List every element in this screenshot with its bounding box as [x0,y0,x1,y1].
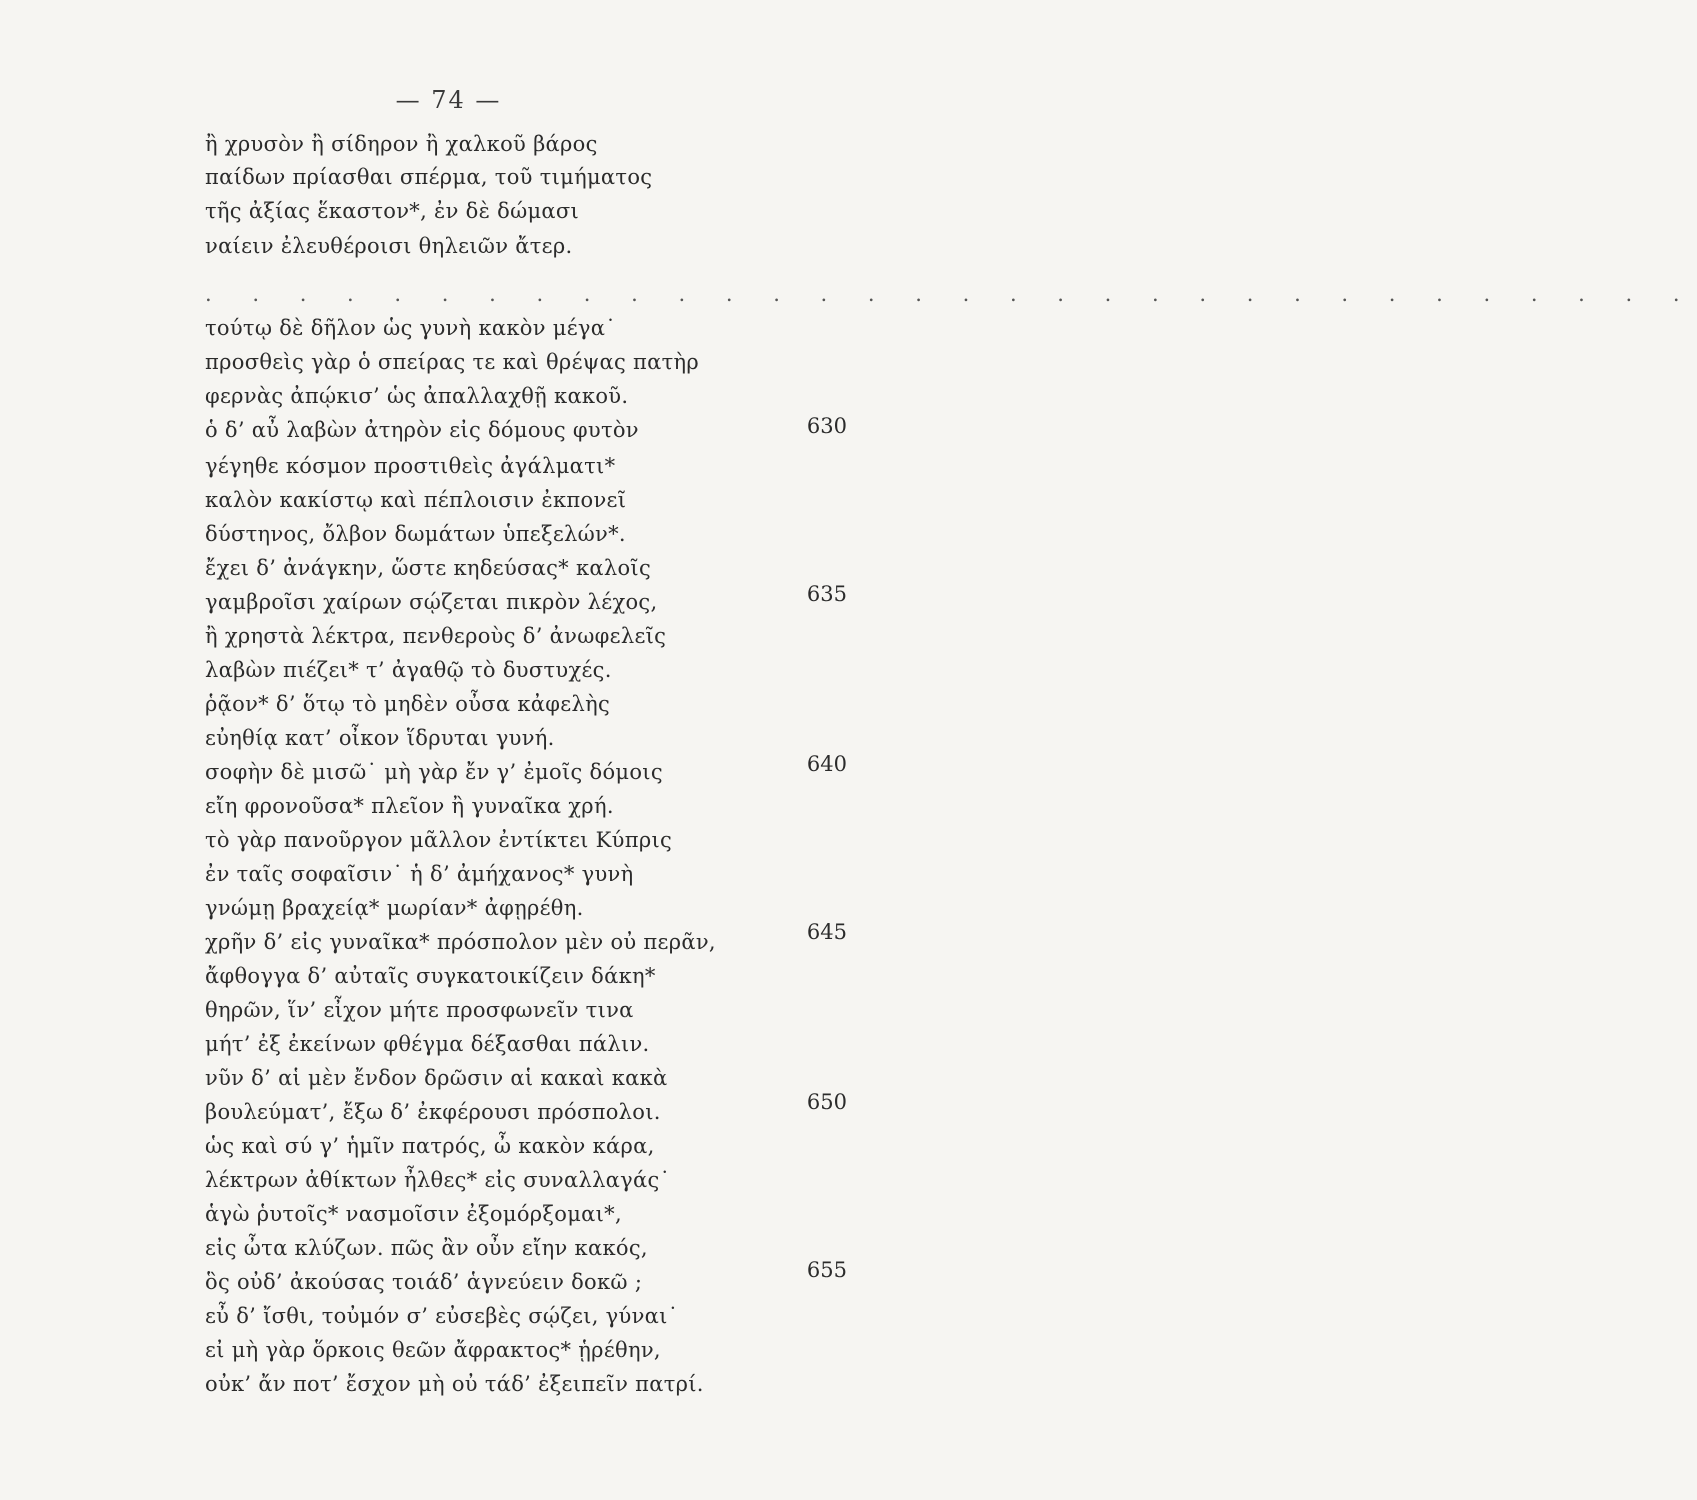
verse-line: μήτ’ ἐξ ἐκείνων φθέγμα δέξασθαι πάλιν. [205,1032,650,1056]
verse-line: σοφὴν δὲ μισῶ˙ μὴ γὰρ ἔν γ’ ἐμοῖς δόμοις [205,760,663,784]
verse-line: νῦν δ’ αἱ μὲν ἔνδον δρῶσιν αἱ κακαὶ κακὰ [205,1066,668,1090]
verse-line: λέκτρων ἀθίκτων ἦλθες* εἰς συναλλαγάς˙ [205,1168,671,1192]
line-number: 635 [806,582,847,606]
verse-line: γαμβροῖσι χαίρων σῴζεται πικρὸν λέχος, [205,590,658,614]
verse-line: ἁγὼ ῥυτοῖς* νασμοῖσιν ἐξομόρξομαι*, [205,1202,622,1226]
verse-line: εὐηθίᾳ κατ’ οἶκον ἵδρυται γυνή. [205,726,555,750]
verse-line: τῆς ἀξίας ἕκαστον*, ἐν δὲ δώμασι [205,199,580,223]
verse-line: εἰς ὦτα κλύζων. πῶς ἂν οὖν εἴην κακός, [205,1236,648,1260]
verse-line: ἢ χρυσὸν ἢ σίδηρον ἢ χαλκοῦ βάρος [205,132,598,156]
verse-line: ἐν ταῖς σοφαῖσιν˙ ἡ δ’ ἀμήχανος* γυνὴ [205,862,634,886]
verse-line: χρῆν δ’ εἰς γυναῖκα* πρόσπολον μὲν οὐ περᾶν, [205,930,716,954]
verse-line: οὐκ’ ἄν ποτ’ ἔσχον μὴ οὐ τάδ’ ἐξειπεῖν πατρί. [205,1372,704,1396]
verse-line: παίδων πρίασθαι σπέρμα, τοῦ τιμήματος [205,165,653,189]
lacuna-dots: . . . . . . . . . . . . . . . . . . . . . . . . . . . . . . . . [205,282,1697,306]
verse-line: θηρῶν, ἵν’ εἶχον μήτε προσφωνεῖν τινα [205,998,634,1022]
verse-line: εὖ δ’ ἴσθι, τοὐμόν σ’ εὐσεβὲς σῴζει, γύναι˙ [205,1304,679,1328]
verse-line: ἔχει δ’ ἀνάγκην, ὥστε κηδεύσας* καλοῖς [205,556,652,580]
verse-line: φερνὰς ἀπῴκισ’ ὡς ἀπαλλαχθῇ κακοῦ. [205,384,629,408]
verse-line: προσθεὶς γὰρ ὁ σπείρας τε καὶ θρέψας πατὴρ [205,350,700,374]
verse-line: ὁ δ’ αὖ λαβὼν ἀτηρὸν εἰς δόμους φυτὸν [205,418,639,442]
line-number: 645 [806,920,847,944]
verse-line: ναίειν ἐλευθέροισι θηλειῶν ἄτερ. [205,234,573,258]
verse-line: γέγηθε κόσμον προστιθεὶς ἀγάλματι* [205,454,616,478]
verse-line: ῥᾷον* δ’ ὅτῳ τὸ μηδὲν οὖσα κἀφελὴς [205,692,611,716]
verse-line: ἄφθογγα δ’ αὐταῖς συγκατοικίζειν δάκη* [205,964,656,988]
verse-line: ὃς οὐδ’ ἀκούσας τοιάδ’ ἁγνεύειν δοκῶ ; [205,1270,643,1294]
line-number: 655 [806,1258,847,1282]
verse-line: ὡς καὶ σύ γ’ ἡμῖν πατρός, ὦ κακὸν κάρα, [205,1134,655,1158]
verse-line: εἰ μὴ γὰρ ὅρκοις θεῶν ἄφρακτος* ᾑρέθην, [205,1338,661,1362]
verse-line: τὸ γὰρ πανοῦργον μᾶλλον ἐντίκτει Κύπρις [205,828,673,852]
line-number: 640 [806,752,847,776]
verse-line: δύστηνος, ὄλβον δωμάτων ὑπεξελών*. [205,522,626,546]
line-number: 650 [806,1090,847,1114]
verse-line: τούτῳ δὲ δῆλον ὡς γυνὴ κακὸν μέγα˙ [205,316,617,340]
verse-line: γνώμῃ βραχείᾳ* μωρίαν* ἀφῃρέθη. [205,896,584,920]
verse-line: λαβὼν πιέζει* τ’ ἀγαθῷ τὸ δυστυχές. [205,658,612,682]
verse-line: βουλεύματ’, ἔξω δ’ ἐκφέρουσι πρόσπολοι. [205,1100,661,1124]
page-number: — 74 — [395,86,502,114]
line-number: 630 [806,414,847,438]
verse-line: καλὸν κακίστῳ καὶ πέπλοισιν ἐκπονεῖ [205,488,627,512]
verse-line: ἢ χρηστὰ λέκτρα, πενθεροὺς δ’ ἀνωφελεῖς [205,624,667,648]
verse-line: εἴη φρονοῦσα* πλεῖον ἢ γυναῖκα χρή. [205,794,614,818]
